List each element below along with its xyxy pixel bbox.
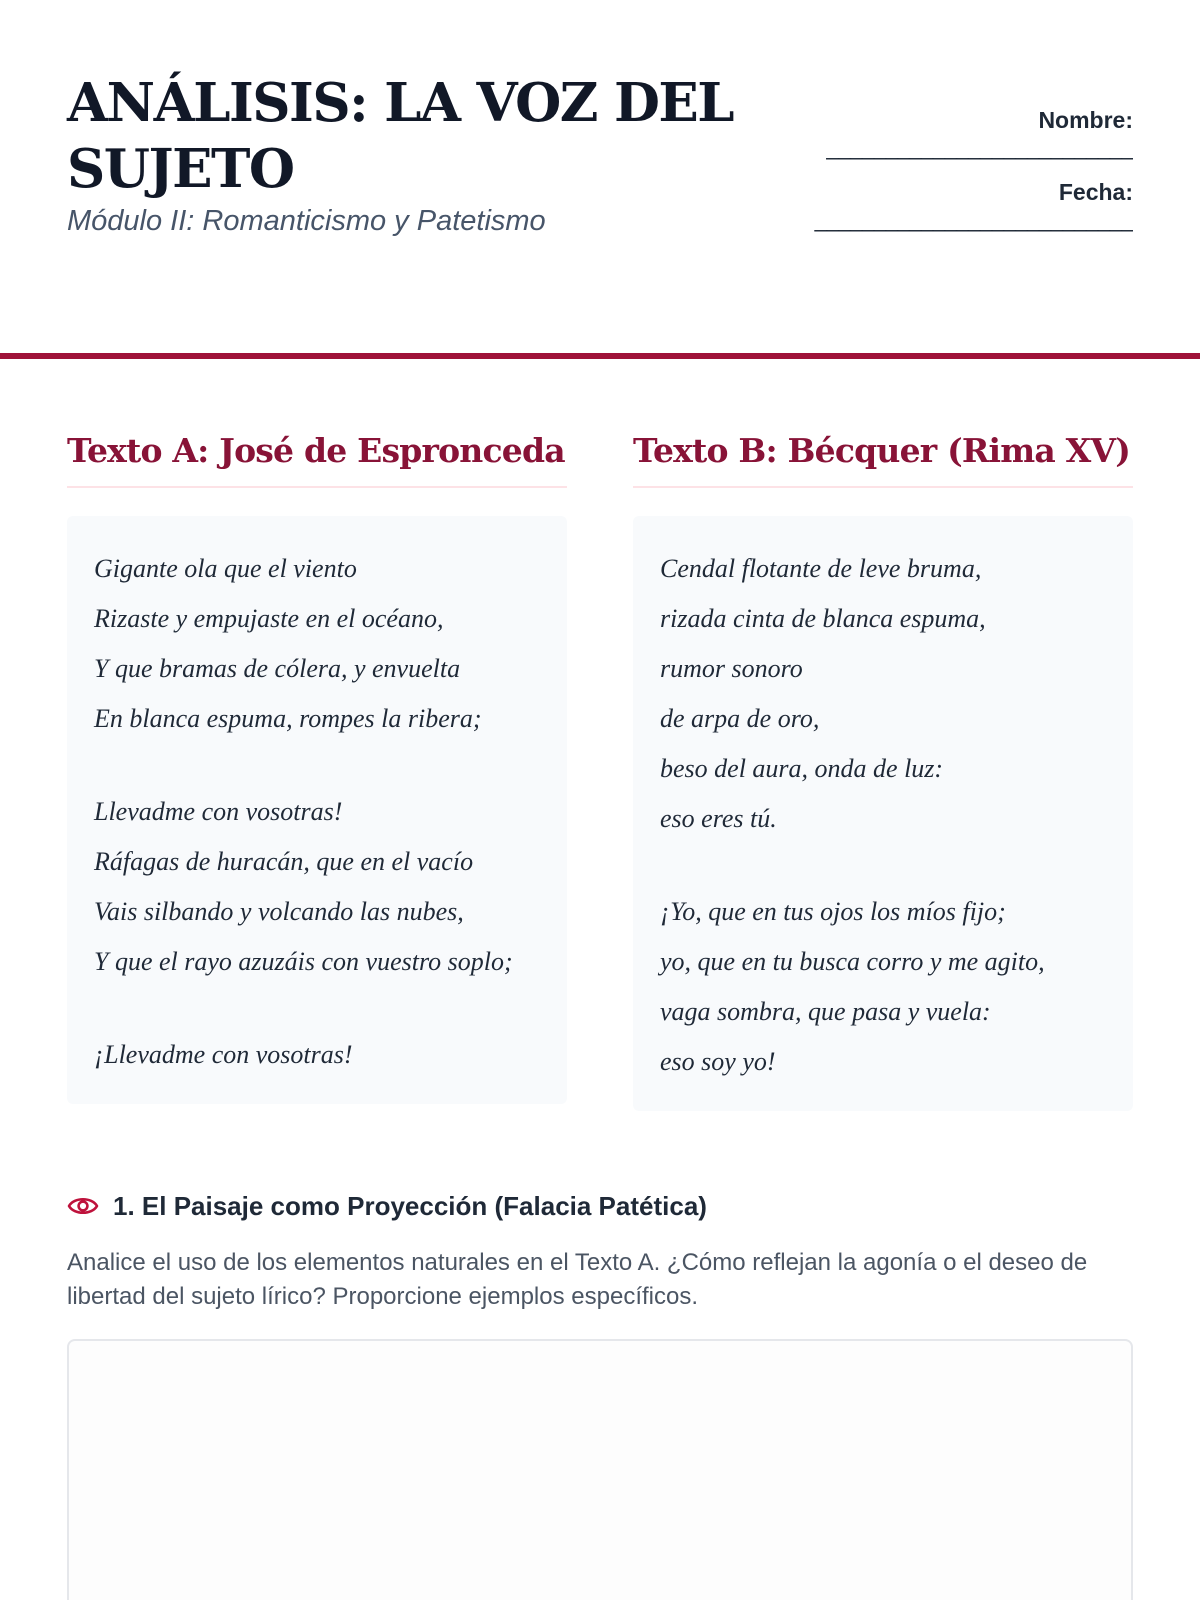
poem-line: Ráfagas de huracán, que en el vacío xyxy=(94,847,474,876)
text-b-poem xyxy=(633,516,1133,1111)
poem-line: Rizaste y empujaste en el océano, xyxy=(94,604,444,633)
poem-line: Y que bramas de cólera, y envuelta xyxy=(94,654,461,683)
poem-line: En blanca espuma, rompes la ribera; xyxy=(94,704,482,733)
name-label: Nombre: xyxy=(1038,107,1133,133)
poem-line: vaga sombra, que pasa y vuela: xyxy=(660,997,991,1026)
text-a xyxy=(67,428,567,1111)
date-label: Fecha: xyxy=(1058,179,1133,205)
poem-line: de arpa de oro, xyxy=(660,704,820,733)
texts-section xyxy=(67,428,1133,1111)
date-blank: ___________________________ xyxy=(814,206,1133,232)
stanza-break xyxy=(94,987,541,1030)
poem-line: rizada cinta de blanca espuma, xyxy=(660,604,986,633)
poem-line: eso eres tú. xyxy=(660,804,777,833)
answer-textarea[interactable] xyxy=(67,1339,1133,1600)
text-b-heading: Texto B: Bécquer (Rima XV) xyxy=(633,428,1133,488)
question-description: Analice el uso de los elementos naturales en el Texto A. ¿Cómo reflejan la agonía o el deseo de libertad del sujeto lírico? Proporcione ejemplos específicos. xyxy=(67,1249,1088,1310)
poem-line: Llevadme con vosotras! xyxy=(94,797,343,826)
name-field xyxy=(733,106,1133,160)
poem-line: ¡Llevadme con vosotras! xyxy=(94,1040,353,1069)
stanza-break xyxy=(94,744,541,787)
header-divider xyxy=(0,353,1200,359)
poem-line: Vais silbando y volcando las nubes, xyxy=(94,897,464,926)
poem-line: Gigante ola que el viento xyxy=(94,554,357,583)
date-field xyxy=(733,178,1133,232)
text-a-heading: Texto A: José de Espronceda xyxy=(67,428,567,488)
question-header xyxy=(67,1186,1133,1226)
name-blank: __________________________ xyxy=(826,134,1133,160)
poem-line: yo, que en tu busca corro y me agito, xyxy=(660,947,1045,976)
poem-line: Cendal flotante de leve bruma, xyxy=(660,554,982,583)
question-title: 1. El Paisaje como Proyección (Falacia Patética) xyxy=(113,1190,707,1221)
page-subtitle: Módulo II: Romanticismo y Patetismo xyxy=(67,205,546,237)
student-info xyxy=(733,106,1133,250)
stanza-break xyxy=(660,844,1107,887)
header xyxy=(67,70,1133,270)
poem-line: ¡Yo, que en tus ojos los míos fijo; xyxy=(660,897,1006,926)
poem-line: rumor sonoro xyxy=(660,654,803,683)
text-a-poem xyxy=(67,516,567,1104)
poem-line: beso del aura, onda de luz: xyxy=(660,754,944,783)
poem-line: Y que el rayo azuzáis con vuestro soplo; xyxy=(94,947,513,976)
question-1 xyxy=(67,1186,1133,1314)
eye-icon xyxy=(67,1194,99,1218)
text-b xyxy=(633,428,1133,1111)
poem-line: eso soy yo! xyxy=(660,1047,776,1076)
page-title: ANÁLISIS: LA VOZ DEL SUJETO xyxy=(67,72,734,200)
